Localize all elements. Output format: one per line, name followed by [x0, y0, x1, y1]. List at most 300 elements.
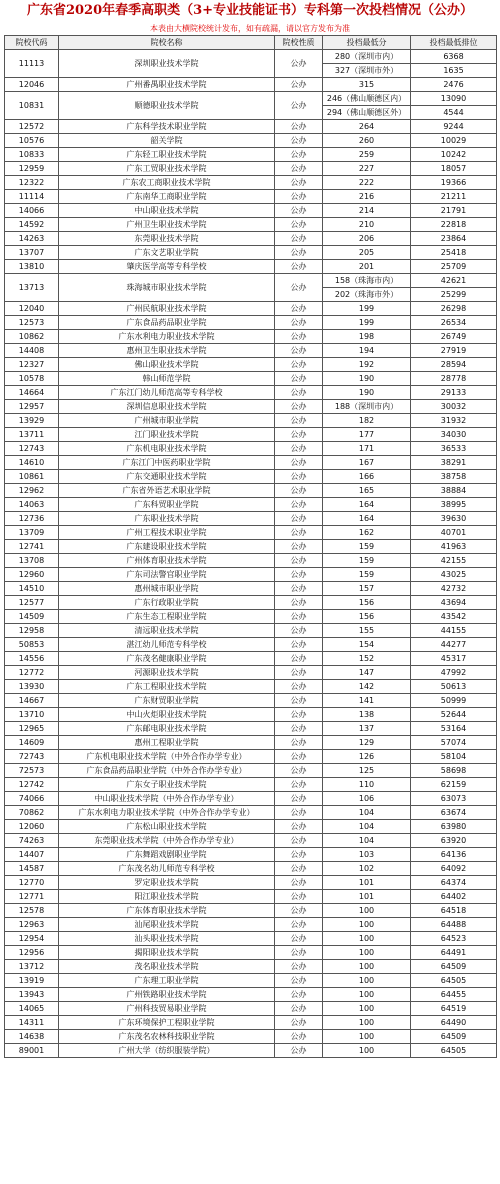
cell-name: 珠海城市职业技术学院	[59, 274, 275, 302]
table-row	[5, 330, 497, 344]
cell-score: 159	[323, 568, 411, 582]
cell-nature: 公办	[275, 260, 323, 274]
cell-name: 广东松山职业技术学院	[59, 820, 275, 834]
cell-score: 156	[323, 610, 411, 624]
cell-name: 茂名职业技术学院	[59, 960, 275, 974]
cell-name: 广东财贸职业学院	[59, 694, 275, 708]
cell-code: 12770	[5, 876, 59, 890]
page-title: 广东省2020年春季高职类（3+专业技能证书）专科第一次投档情况（公办）	[26, 3, 474, 18]
table-row	[5, 232, 497, 246]
cell-name: 清远职业技术学院	[59, 624, 275, 638]
cell-name: 广东茂名农林科技职业学院	[59, 1030, 275, 1044]
cell-score: 165	[323, 484, 411, 498]
cell-score: 137	[323, 722, 411, 736]
cell-score: 141	[323, 694, 411, 708]
cell-code: 13930	[5, 680, 59, 694]
cell-nature: 公办	[275, 974, 323, 988]
cell-rank: 43542	[411, 610, 497, 624]
cell-code: 14408	[5, 344, 59, 358]
cell-name: 肇庆医学高等专科学校	[59, 260, 275, 274]
cell-code: 13707	[5, 246, 59, 260]
cell-rank: 64509	[411, 960, 497, 974]
cell-score: 264	[323, 120, 411, 134]
cell-name: 罗定职业技术学院	[59, 876, 275, 890]
cell-name: 韩山师范学院	[59, 372, 275, 386]
table-row	[5, 302, 497, 316]
cell-score: 199	[323, 302, 411, 316]
table-row	[5, 400, 497, 414]
table-row	[5, 904, 497, 918]
table-row	[5, 190, 497, 204]
table-row	[5, 218, 497, 232]
cell-code: 14667	[5, 694, 59, 708]
header-code: 院校代码	[5, 36, 59, 50]
cell-rank: 64136	[411, 848, 497, 862]
cell-score: 126	[323, 750, 411, 764]
cell-nature: 公办	[275, 176, 323, 190]
cell-score: 106	[323, 792, 411, 806]
cell-score: 280（深圳市内）	[323, 50, 411, 64]
cell-nature: 公办	[275, 792, 323, 806]
cell-rank: 34030	[411, 428, 497, 442]
table-row	[5, 1016, 497, 1030]
table-row	[5, 274, 497, 288]
cell-nature: 公办	[275, 988, 323, 1002]
cell-nature: 公办	[275, 134, 323, 148]
cell-code: 12962	[5, 484, 59, 498]
cell-code: 12963	[5, 918, 59, 932]
table-row	[5, 988, 497, 1002]
cell-name: 广州城市职业学院	[59, 414, 275, 428]
cell-rank: 10029	[411, 134, 497, 148]
cell-nature: 公办	[275, 554, 323, 568]
cell-name: 广东轻工职业技术学院	[59, 148, 275, 162]
cell-rank: 44155	[411, 624, 497, 638]
table-row	[5, 918, 497, 932]
cell-name: 广东科贸职业学院	[59, 498, 275, 512]
cell-score: 190	[323, 386, 411, 400]
cell-code: 50853	[5, 638, 59, 652]
cell-code: 13943	[5, 988, 59, 1002]
table-row	[5, 568, 497, 582]
cell-name: 中山职业技术学院	[59, 204, 275, 218]
table-row	[5, 778, 497, 792]
cell-rank: 4544	[411, 106, 497, 120]
cell-rank: 42732	[411, 582, 497, 596]
table-row	[5, 1030, 497, 1044]
table-row	[5, 960, 497, 974]
cell-code: 89001	[5, 1044, 59, 1058]
cell-name: 中山火炬职业技术学院	[59, 708, 275, 722]
cell-nature: 公办	[275, 918, 323, 932]
table-row	[5, 596, 497, 610]
cell-name: 惠州工程职业学院	[59, 736, 275, 750]
cell-rank: 25709	[411, 260, 497, 274]
cell-name: 广东水利电力职业技术学院	[59, 330, 275, 344]
cell-score: 138	[323, 708, 411, 722]
cell-score: 100	[323, 960, 411, 974]
cell-code: 14407	[5, 848, 59, 862]
cell-score: 205	[323, 246, 411, 260]
cell-code: 14063	[5, 498, 59, 512]
cell-rank: 64491	[411, 946, 497, 960]
cell-code: 14609	[5, 736, 59, 750]
cell-score: 100	[323, 974, 411, 988]
cell-code: 72573	[5, 764, 59, 778]
cell-code: 12572	[5, 120, 59, 134]
cell-nature: 公办	[275, 162, 323, 176]
cell-rank: 43025	[411, 568, 497, 582]
header-name: 院校名称	[59, 36, 275, 50]
cell-name: 广东茂名幼儿师范专科学校	[59, 862, 275, 876]
cell-nature: 公办	[275, 386, 323, 400]
cell-nature: 公办	[275, 596, 323, 610]
cell-code: 12960	[5, 568, 59, 582]
cell-rank: 64092	[411, 862, 497, 876]
cell-score: 100	[323, 932, 411, 946]
cell-nature: 公办	[275, 1016, 323, 1030]
cell-name: 广东文艺职业学院	[59, 246, 275, 260]
cell-name: 广东农工商职业技术学院	[59, 176, 275, 190]
cell-name: 广东江门幼儿师范高等专科学校	[59, 386, 275, 400]
cell-code: 12060	[5, 820, 59, 834]
table-row	[5, 246, 497, 260]
cell-rank: 64455	[411, 988, 497, 1002]
cell-nature: 公办	[275, 960, 323, 974]
cell-rank: 64505	[411, 974, 497, 988]
cell-code: 14311	[5, 1016, 59, 1030]
cell-score: 100	[323, 904, 411, 918]
cell-rank: 57074	[411, 736, 497, 750]
cell-name: 广东南华工商职业学院	[59, 190, 275, 204]
cell-code: 10833	[5, 148, 59, 162]
cell-nature: 公办	[275, 344, 323, 358]
cell-name: 广东女子职业技术学院	[59, 778, 275, 792]
cell-nature: 公办	[275, 456, 323, 470]
cell-nature: 公办	[275, 862, 323, 876]
table-row	[5, 708, 497, 722]
cell-score: 164	[323, 512, 411, 526]
cell-rank: 39630	[411, 512, 497, 526]
cell-name: 汕头职业技术学院	[59, 932, 275, 946]
cell-score: 222	[323, 176, 411, 190]
cell-nature: 公办	[275, 470, 323, 484]
cell-name: 深圳信息职业技术学院	[59, 400, 275, 414]
cell-name: 广东建设职业技术学院	[59, 540, 275, 554]
cell-rank: 64488	[411, 918, 497, 932]
cell-nature: 公办	[275, 358, 323, 372]
cell-code: 12959	[5, 162, 59, 176]
table-row	[5, 974, 497, 988]
cell-nature: 公办	[275, 946, 323, 960]
table-row	[5, 792, 497, 806]
cell-name: 韶关学院	[59, 134, 275, 148]
cell-nature: 公办	[275, 512, 323, 526]
table-row	[5, 148, 497, 162]
cell-score: 327（深圳市外）	[323, 64, 411, 78]
cell-name: 广州卫生职业技术学院	[59, 218, 275, 232]
cell-score: 100	[323, 988, 411, 1002]
cell-nature: 公办	[275, 540, 323, 554]
table-row	[5, 498, 497, 512]
cell-nature: 公办	[275, 428, 323, 442]
cell-nature: 公办	[275, 722, 323, 736]
cell-score: 102	[323, 862, 411, 876]
cell-nature: 公办	[275, 932, 323, 946]
table-row	[5, 1002, 497, 1016]
cell-code: 13708	[5, 554, 59, 568]
cell-score: 166	[323, 470, 411, 484]
table-row	[5, 666, 497, 680]
cell-score: 101	[323, 890, 411, 904]
cell-score: 201	[323, 260, 411, 274]
cell-score: 156	[323, 596, 411, 610]
cell-rank: 18057	[411, 162, 497, 176]
cell-score: 294（佛山顺德区外）	[323, 106, 411, 120]
table-row	[5, 512, 497, 526]
cell-name: 广东行政职业学院	[59, 596, 275, 610]
cell-nature: 公办	[275, 708, 323, 722]
cell-name: 广东江门中医药职业学院	[59, 456, 275, 470]
cell-nature: 公办	[275, 848, 323, 862]
cell-rank: 43694	[411, 596, 497, 610]
cell-nature: 公办	[275, 904, 323, 918]
cell-score: 125	[323, 764, 411, 778]
cell-score: 198	[323, 330, 411, 344]
cell-nature: 公办	[275, 806, 323, 820]
cell-name: 广东理工职业学院	[59, 974, 275, 988]
cell-code: 12741	[5, 540, 59, 554]
cell-rank: 23864	[411, 232, 497, 246]
cell-nature: 公办	[275, 484, 323, 498]
cell-score: 199	[323, 316, 411, 330]
cell-score: 159	[323, 540, 411, 554]
cell-name: 广东环境保护工程职业学院	[59, 1016, 275, 1030]
cell-score: 157	[323, 582, 411, 596]
cell-rank: 45317	[411, 652, 497, 666]
cell-code: 14066	[5, 204, 59, 218]
cell-score: 202（珠海市外）	[323, 288, 411, 302]
cell-rank: 19366	[411, 176, 497, 190]
table-row	[5, 652, 497, 666]
cell-nature: 公办	[275, 330, 323, 344]
cell-code: 13919	[5, 974, 59, 988]
cell-score: 210	[323, 218, 411, 232]
cell-score: 158（珠海市内）	[323, 274, 411, 288]
cell-rank: 38884	[411, 484, 497, 498]
cell-code: 12742	[5, 778, 59, 792]
cell-nature: 公办	[275, 204, 323, 218]
cell-score: 192	[323, 358, 411, 372]
table-row	[5, 316, 497, 330]
cell-rank: 26534	[411, 316, 497, 330]
cell-nature: 公办	[275, 736, 323, 750]
table-row	[5, 358, 497, 372]
table-row	[5, 638, 497, 652]
cell-name: 广东工程职业技术学院	[59, 680, 275, 694]
cell-name: 中山职业技术学院（中外合作办学专业）	[59, 792, 275, 806]
cell-code: 10861	[5, 470, 59, 484]
cell-code: 12046	[5, 78, 59, 92]
cell-score: 164	[323, 498, 411, 512]
cell-code: 12040	[5, 302, 59, 316]
cell-code: 13929	[5, 414, 59, 428]
cell-nature: 公办	[275, 834, 323, 848]
cell-code: 14556	[5, 652, 59, 666]
cell-score: 154	[323, 638, 411, 652]
cell-code: 10862	[5, 330, 59, 344]
cell-rank: 63674	[411, 806, 497, 820]
cell-nature: 公办	[275, 316, 323, 330]
cell-score: 100	[323, 1044, 411, 1058]
cell-code: 12958	[5, 624, 59, 638]
cell-code: 14664	[5, 386, 59, 400]
cell-name: 广东司法警官职业学院	[59, 568, 275, 582]
cell-score: 100	[323, 1016, 411, 1030]
cell-code: 14263	[5, 232, 59, 246]
cell-nature: 公办	[275, 190, 323, 204]
cell-code: 14592	[5, 218, 59, 232]
cell-rank: 64505	[411, 1044, 497, 1058]
cell-score: 100	[323, 1030, 411, 1044]
cell-code: 11114	[5, 190, 59, 204]
table-row	[5, 176, 497, 190]
cell-code: 10578	[5, 372, 59, 386]
cell-nature: 公办	[275, 820, 323, 834]
cell-name: 广州民航职业技术学院	[59, 302, 275, 316]
cell-code: 12957	[5, 400, 59, 414]
table-row	[5, 932, 497, 946]
cell-score: 155	[323, 624, 411, 638]
cell-score: 315	[323, 78, 411, 92]
cell-name: 广州体育职业技术学院	[59, 554, 275, 568]
cell-rank: 26298	[411, 302, 497, 316]
table-row	[5, 1044, 497, 1058]
cell-name: 广东邮电职业技术学院	[59, 722, 275, 736]
cell-nature: 公办	[275, 400, 323, 414]
cell-rank: 38995	[411, 498, 497, 512]
table-row	[5, 890, 497, 904]
cell-name: 广东水利电力职业技术学院（中外合作办学专业）	[59, 806, 275, 820]
cell-nature: 公办	[275, 372, 323, 386]
table-row	[5, 834, 497, 848]
cell-nature: 公办	[275, 1044, 323, 1058]
cell-nature: 公办	[275, 890, 323, 904]
header-rank: 投档最低排位	[411, 36, 497, 50]
table-row	[5, 92, 497, 106]
cell-rank: 64523	[411, 932, 497, 946]
cell-score: 104	[323, 806, 411, 820]
table-row	[5, 162, 497, 176]
cell-name: 广东食品药品职业学院（中外合作办学专业）	[59, 764, 275, 778]
cell-rank: 63073	[411, 792, 497, 806]
cell-rank: 38291	[411, 456, 497, 470]
cell-rank: 25418	[411, 246, 497, 260]
cell-code: 14638	[5, 1030, 59, 1044]
table-row	[5, 750, 497, 764]
cell-code: 12327	[5, 358, 59, 372]
cell-name: 广东舞蹈戏剧职业学院	[59, 848, 275, 862]
cell-name: 广东省外语艺术职业学院	[59, 484, 275, 498]
cell-rank: 9244	[411, 120, 497, 134]
cell-code: 12743	[5, 442, 59, 456]
table-row	[5, 372, 497, 386]
cell-code: 12771	[5, 890, 59, 904]
cell-name: 河源职业技术学院	[59, 666, 275, 680]
cell-code: 14587	[5, 862, 59, 876]
cell-rank: 64518	[411, 904, 497, 918]
page-subtitle: 本表由大横院校统计发布，如有疏漏，请以官方发布为准	[150, 24, 350, 33]
cell-score: 103	[323, 848, 411, 862]
cell-rank: 42155	[411, 554, 497, 568]
cell-code: 14610	[5, 456, 59, 470]
cell-nature: 公办	[275, 680, 323, 694]
cell-code: 13810	[5, 260, 59, 274]
cell-code: 12578	[5, 904, 59, 918]
cell-rank: 41963	[411, 540, 497, 554]
cell-nature: 公办	[275, 778, 323, 792]
table-row	[5, 862, 497, 876]
cell-code: 11113	[5, 50, 59, 78]
table-row	[5, 484, 497, 498]
cell-rank: 64374	[411, 876, 497, 890]
table-row	[5, 456, 497, 470]
table-row	[5, 876, 497, 890]
cell-name: 深圳职业技术学院	[59, 50, 275, 78]
cell-nature: 公办	[275, 666, 323, 680]
cell-code: 10831	[5, 92, 59, 120]
cell-name: 阳江职业技术学院	[59, 890, 275, 904]
cell-code: 12736	[5, 512, 59, 526]
cell-score: 152	[323, 652, 411, 666]
cell-rank: 50999	[411, 694, 497, 708]
table-row	[5, 134, 497, 148]
cell-score: 246（佛山顺德区内）	[323, 92, 411, 106]
admission-table	[4, 35, 497, 1058]
cell-code: 13709	[5, 526, 59, 540]
cell-name: 广东食品药品职业学院	[59, 316, 275, 330]
cell-code: 12956	[5, 946, 59, 960]
cell-nature: 公办	[275, 246, 323, 260]
cell-nature: 公办	[275, 1002, 323, 1016]
table-row	[5, 624, 497, 638]
table-row	[5, 344, 497, 358]
cell-rank: 36533	[411, 442, 497, 456]
cell-nature: 公办	[275, 624, 323, 638]
table-row	[5, 526, 497, 540]
cell-nature: 公办	[275, 120, 323, 134]
cell-nature: 公办	[275, 876, 323, 890]
table-row	[5, 946, 497, 960]
cell-nature: 公办	[275, 764, 323, 778]
cell-rank: 22818	[411, 218, 497, 232]
cell-nature: 公办	[275, 92, 323, 120]
cell-code: 14065	[5, 1002, 59, 1016]
cell-name: 惠州卫生职业技术学院	[59, 344, 275, 358]
cell-code: 13712	[5, 960, 59, 974]
cell-name: 广州工程技术职业学院	[59, 526, 275, 540]
cell-rank: 42621	[411, 274, 497, 288]
cell-code: 10576	[5, 134, 59, 148]
cell-nature: 公办	[275, 78, 323, 92]
cell-rank: 62159	[411, 778, 497, 792]
cell-rank: 64490	[411, 1016, 497, 1030]
cell-rank: 63920	[411, 834, 497, 848]
cell-score: 206	[323, 232, 411, 246]
cell-nature: 公办	[275, 442, 323, 456]
cell-score: 167	[323, 456, 411, 470]
cell-nature: 公办	[275, 50, 323, 78]
